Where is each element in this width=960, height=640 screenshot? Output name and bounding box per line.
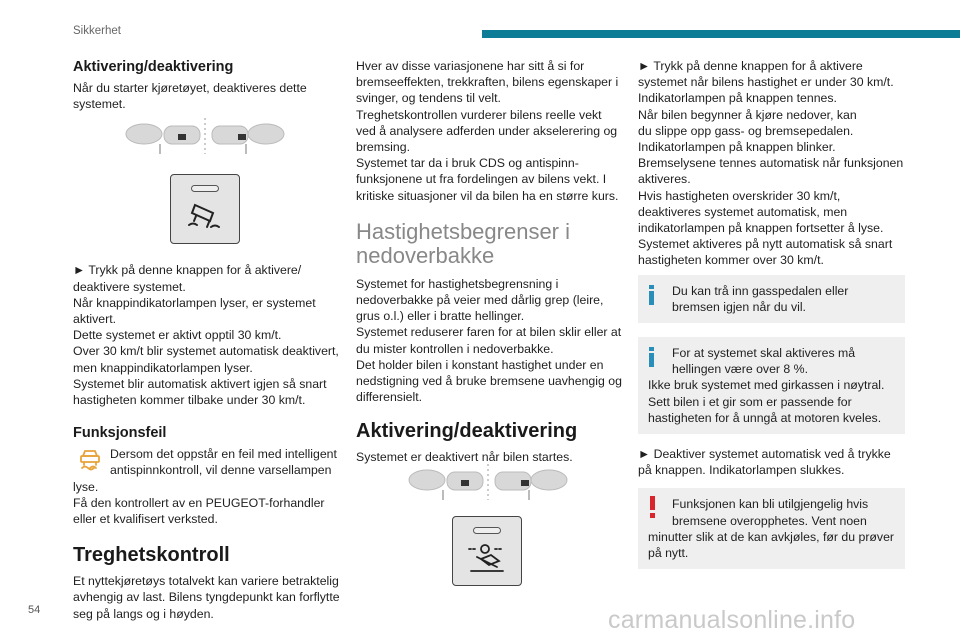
- hill-descent-button: [452, 516, 522, 586]
- warning-icon: [650, 496, 655, 518]
- antispin-warning-lamp-icon: [75, 444, 105, 474]
- paragraph-start: Når du starter kjøretøyet, deaktiveres dette systemet.: [73, 81, 307, 112]
- paragraph-malfunction: Dersom det oppstår en feil med intelligent antispinnkontroll, vil denne varsellampen lyse. Få den kontrollert av en PEUGEOT-forhandler eller et kvalifisert verksted.: [73, 446, 340, 527]
- heading-activation-2: Aktivering/deaktivering: [356, 420, 578, 443]
- heading-malfunction: Funksjonsfeil: [73, 425, 167, 442]
- heading-inertia: Treghetskontroll: [73, 544, 230, 567]
- warning-note-brakes: Funksjonen kan bli utilgjengelig hvis bremsene overopphetes. Vent noen minutter slik at de kan avkjøles, før du prøver på nytt.: [638, 488, 905, 569]
- car-skid-icon: [185, 199, 225, 231]
- column-2: [356, 58, 623, 466]
- info-icon: [649, 285, 654, 305]
- column-3: [638, 58, 905, 569]
- heading-activation: Aktivering/deaktivering: [73, 59, 234, 75]
- header-accent-bar: [482, 30, 960, 38]
- paragraph-inertia: Et nyttekjøretøys totalvekt kan variere betraktelig avhengig av last. Bilens tyngdepunkt kan forflytte seg på langs og i høyden.: [73, 574, 340, 621]
- paragraph-hill-descent: Systemet for hastighetsbegrensning i nedoverbakke på veier med dårlig grep (leire, grus o.l.) eller i bratte hellinger. Systemet reduserer faren for at bilen sklir eller at du mister kontrollen i nedoverbakke. Det holder bilen i konstant hastighet under en nedstigning ved å bruke bremsene uavhengig og differensielt.: [356, 276, 622, 405]
- info-note-slope: For at systemet skal aktiveres må hellingen være over 8 %. Ikke bruk systemet med girkassen i nøytral. Sett bilen i et gir som er passende for hastigheten for å unngå at motoren kveles.: [638, 337, 905, 434]
- dashboard-illustration-1: [120, 116, 290, 160]
- dashboard-illustration-2: [403, 462, 573, 506]
- info-icon: [649, 347, 654, 367]
- paragraph-deactivate: ► Deaktiver systemet automatisk ved å trykke på knappen. Indikatorlampen slukkes.: [638, 447, 891, 478]
- running-header: Sikkerhet: [73, 25, 121, 37]
- paragraph-start-2: Systemet er deaktivert når bilen startes.: [356, 450, 573, 465]
- watermark: carmanualsonline.info: [608, 606, 856, 634]
- info-note-pedal: Du kan trå inn gasspedalen eller bremsen igjen når du vil.: [638, 275, 905, 323]
- paragraph-press-button-2: ► Trykk på denne knappen for å aktivere systemet når bilens hastighet er under 30 km/t. Indikatorlampen på knappen tennes. Når bilen begynner å kjøre nedover, kan du slippe opp gass- og bremsepedalen. Indikatorlampen på knappen blinker. Bremselysene tennes automatisk når funksjonen aktiveres. Hvis hastigheten overskrider 30 km/t, deaktiveres systemet automatisk, men indikatorlampen på knappen fortsetter å lyse. Systemet aktiveres på nytt automatisk så snart hastigheten kommer over 30 km/t.: [638, 59, 904, 268]
- paragraph-inertia-cont: Hver av disse variasjonene har sitt å si for bremseeffekten, trekkraften, bilens egenskaper i svinger, og tendens til velt. Treghetskontrollen vurderer bilens reelle vekt ved å analysere adferden under akselerering og bremsing. Systemet tar da i bruk CDS og antispinn- funksjonene ut fra fordelingen av bilens vekt. I kritiske situasjoner vil da bilen ha en større kurs.: [356, 59, 619, 203]
- trailer-stability-button: [170, 174, 240, 244]
- page-number: 54: [28, 604, 41, 616]
- hill-descent-icon: [465, 541, 509, 573]
- paragraph-press-button: ► Trykk på denne knappen for å aktivere/ deaktivere systemet. Når knappindikatorlampen lyser, er systemet aktivert. Dette systemet er aktivt opptil 30 km/t. Over 30 km/t blir systemet automatisk deaktivert, men knappindikatorlampen lyser. Systemet blir automatisk aktivert igjen så snart hastigheten kommer tilbake under 30 km/t.: [73, 263, 339, 408]
- heading-hill-descent: Hastighetsbegrenser i nedoverbakke: [356, 218, 571, 268]
